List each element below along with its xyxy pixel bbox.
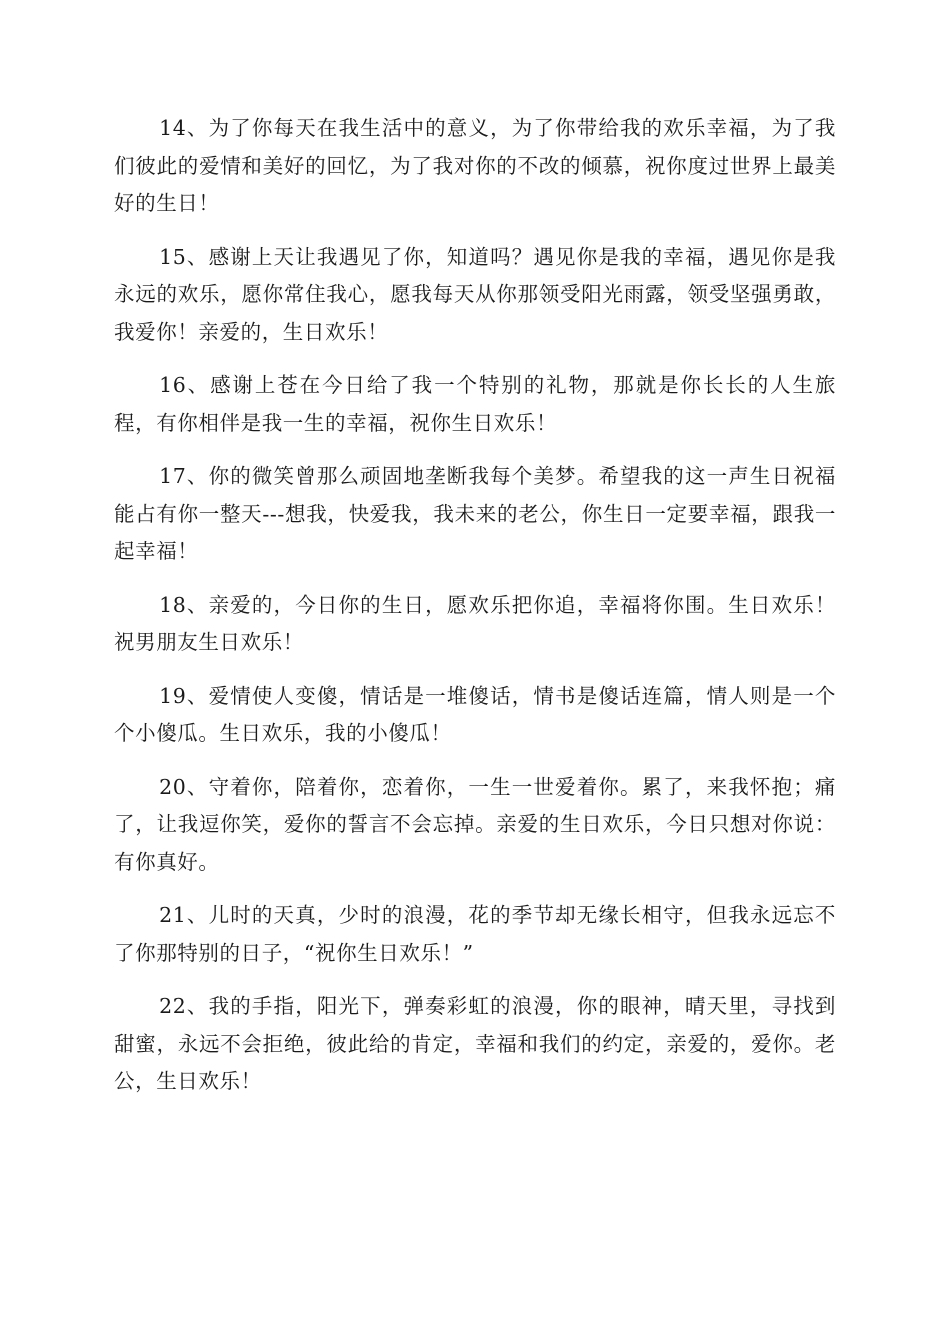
paragraph-16: 16、感谢上苍在今日给了我一个特别的礼物，那就是你长长的人生旅程，有你相伴是我一生的幸福，祝你生日欢乐！ [114, 373, 836, 435]
paragraph-20: 20、守着你，陪着你，恋着你，一生一世爱着你。累了，来我怀抱；痛了，让我逗你笑，爱你的誓言不会忘掉。亲爱的生日欢乐，今日只想对你说：有你真好。 [114, 774, 836, 874]
paragraph-19: 19、爱情使人变傻，情话是一堆傻话，情书是傻话连篇，情人则是一个个小傻瓜。生日欢乐，我的小傻瓜！ [114, 683, 836, 745]
document-body [114, 110, 836, 1117]
paragraph-22: 22、我的手指，阳光下，弹奏彩虹的浪漫，你的眼神，晴天里，寻找到甜蜜，永远不会拒绝，彼此给的肯定，幸福和我们的约定，亲爱的，爱你。老公，生日欢乐！ [114, 994, 836, 1093]
paragraph-15: 15、感谢上天让我遇见了你，知道吗？遇见你是我的幸福，遇见你是我永远的欢乐，愿你常住我心，愿我每天从你那领受阳光雨露，领受坚强勇敢，我爱你！亲爱的，生日欢乐！ [114, 244, 836, 344]
paragraph-14: 14、为了你每天在我生活中的意义，为了你带给我的欢乐幸福，为了我们彼此的爱情和美好的回忆，为了我对你的不改的倾慕，祝你度过世界上最美好的生日！ [114, 116, 836, 215]
paragraph-17: 17、你的微笑曾那么顽固地垄断我每个美梦。希望我的这一声生日祝福能占有你一整天---想我，快爱我，我未来的老公，你生日一定要幸福，跟我一起幸福！ [114, 464, 836, 563]
paragraph-18: 18、亲爱的，今日你的生日，愿欢乐把你追，幸福将你围。生日欢乐！祝男朋友生日欢乐！ [114, 592, 836, 654]
paragraph-21: 21、儿时的天真，少时的浪漫，花的季节却无缘长相守，但我永远忘不了你那特别的日子，“祝你生日欢乐！” [114, 903, 836, 965]
